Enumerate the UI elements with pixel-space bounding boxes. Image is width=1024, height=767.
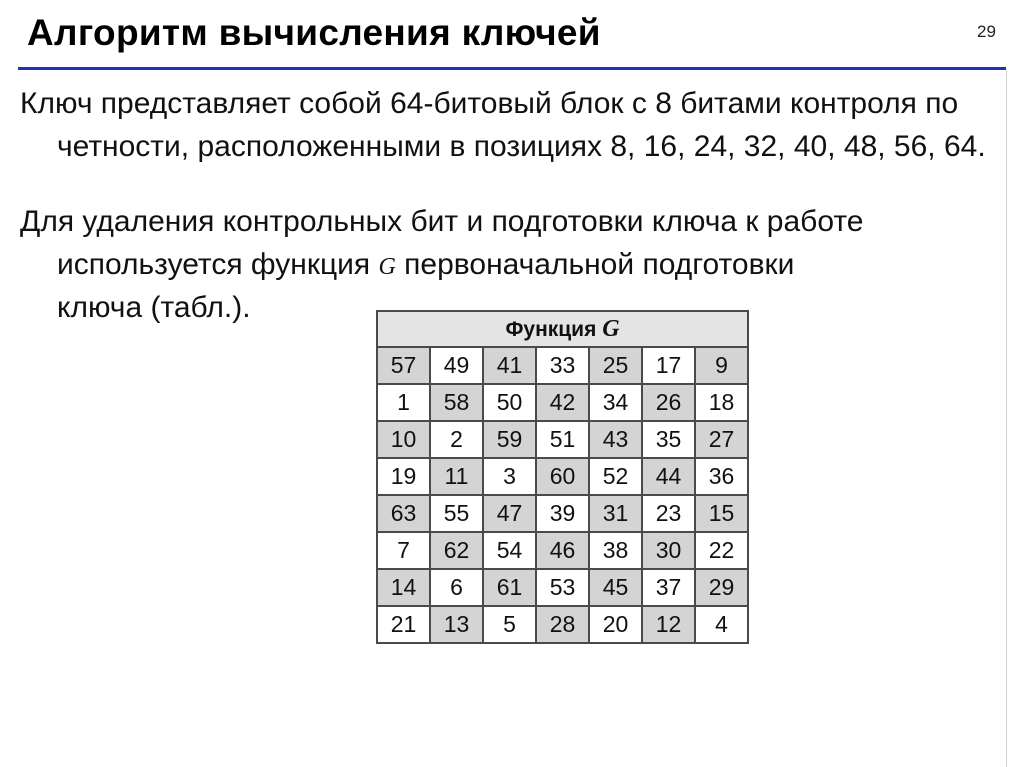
- table-row: [377, 384, 748, 421]
- table-cell: 61: [483, 569, 536, 606]
- right-border-line: [1006, 70, 1007, 767]
- table-cell: 15: [695, 495, 748, 532]
- table-row: [377, 458, 748, 495]
- table-cell: 36: [695, 458, 748, 495]
- table-cell: 17: [642, 347, 695, 384]
- table-cell: 53: [536, 569, 589, 606]
- table-cell: 47: [483, 495, 536, 532]
- table-cell: 25: [589, 347, 642, 384]
- table-cell: 58: [430, 384, 483, 421]
- table-cell: 42: [536, 384, 589, 421]
- table-row: [377, 532, 748, 569]
- table-cell: 23: [642, 495, 695, 532]
- table-cell: 45: [589, 569, 642, 606]
- table-header-letter: G: [602, 315, 620, 342]
- table-cell: 55: [430, 495, 483, 532]
- table-cell: 1: [377, 384, 430, 421]
- table-cell: 27: [695, 421, 748, 458]
- table-cell: 12: [642, 606, 695, 643]
- table-cell: 20: [589, 606, 642, 643]
- paragraph-function-usage: [20, 200, 1024, 289]
- table-cell: 26: [642, 384, 695, 421]
- slide-number: 29: [977, 22, 996, 41]
- table-cell: 38: [589, 532, 642, 569]
- title-underline: [18, 67, 1006, 70]
- table-cell: 9: [695, 347, 748, 384]
- table-cell: 63: [377, 495, 430, 532]
- table-cell: 14: [377, 569, 430, 606]
- table-cell: 31: [589, 495, 642, 532]
- table-cell: 33: [536, 347, 589, 384]
- table-row: [377, 495, 748, 532]
- table-cell: 34: [589, 384, 642, 421]
- function-g-table-container: [376, 310, 749, 644]
- table-cell: 30: [642, 532, 695, 569]
- table-row: [377, 606, 748, 643]
- table-cell: 35: [642, 421, 695, 458]
- slide-title: Алгоритм вычисления ключей: [27, 12, 601, 53]
- paragraph-function-usage-tail: ключа (табл.).: [57, 291, 251, 324]
- table-cell: 54: [483, 532, 536, 569]
- table-cell: 49: [430, 347, 483, 384]
- table-cell: 21: [377, 606, 430, 643]
- paragraph-key-description: Ключ представляет собой 64-битовый блок с 8 битами контроля по четности, расположенными в позициях 8, 16, 24, 32, 40, 48, 56, 64.: [20, 87, 986, 163]
- function-letter: G: [378, 254, 396, 280]
- table-cell: 43: [589, 421, 642, 458]
- table-cell: 6: [430, 569, 483, 606]
- table-cell: 60: [536, 458, 589, 495]
- table-cell: 39: [536, 495, 589, 532]
- table-cell: 50: [483, 384, 536, 421]
- table-body: [377, 347, 748, 643]
- table-cell: 18: [695, 384, 748, 421]
- table-cell: 10: [377, 421, 430, 458]
- table-row: [377, 347, 748, 384]
- table-cell: 57: [377, 347, 430, 384]
- function-g-table: [376, 310, 749, 644]
- table-header: [377, 311, 748, 347]
- table-header-row: [377, 311, 748, 347]
- table-cell: 13: [430, 606, 483, 643]
- table-row: [377, 569, 748, 606]
- table-row: [377, 421, 748, 458]
- table-cell: 5: [483, 606, 536, 643]
- table-cell: 59: [483, 421, 536, 458]
- table-header-word: Функция: [505, 317, 603, 341]
- table-cell: 19: [377, 458, 430, 495]
- table-cell: 22: [695, 532, 748, 569]
- table-cell: 62: [430, 532, 483, 569]
- table-cell: 11: [430, 458, 483, 495]
- table-cell: 28: [536, 606, 589, 643]
- table-cell: 4: [695, 606, 748, 643]
- table-cell: 29: [695, 569, 748, 606]
- paragraph-function-text-end: первоначальной подготовки: [395, 248, 795, 281]
- table-cell: 52: [589, 458, 642, 495]
- table-cell: 2: [430, 421, 483, 458]
- table-cell: 7: [377, 532, 430, 569]
- table-cell: 37: [642, 569, 695, 606]
- table-cell: 44: [642, 458, 695, 495]
- table-cell: 46: [536, 532, 589, 569]
- table-cell: 3: [483, 458, 536, 495]
- table-cell: 41: [483, 347, 536, 384]
- paragraph-function-text-start: Для удаления контрольных бит и подготовки ключа к работе используется функция: [20, 205, 864, 281]
- table-cell: 51: [536, 421, 589, 458]
